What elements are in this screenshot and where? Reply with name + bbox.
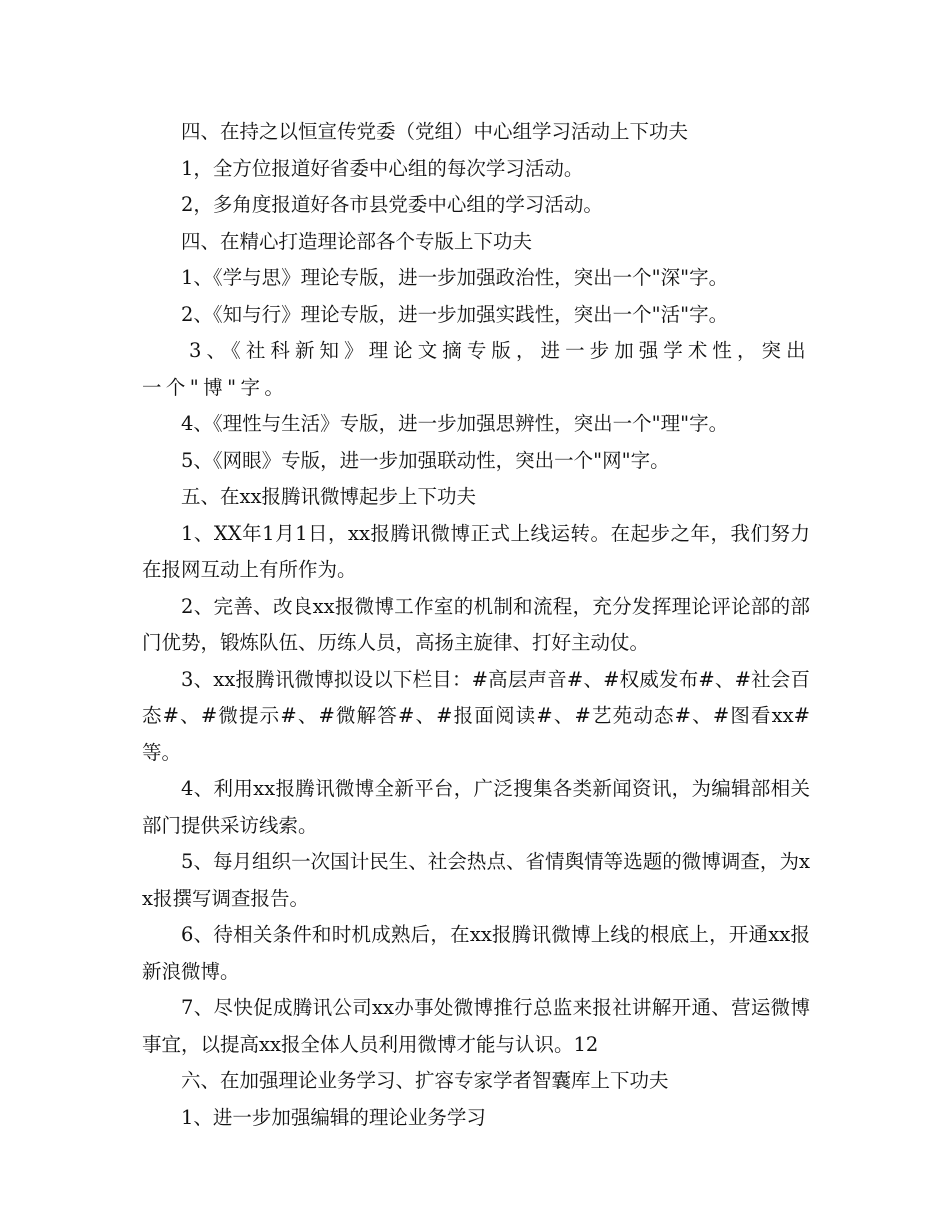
- list-item: 2，多角度报道好各市县党委中心组的学习活动。: [181, 193, 603, 216]
- list-item: 1、XX年1月1日，xx报腾讯微博正式上线运转。在起步之年，我们努力在报网互动上有所作为。: [142, 521, 810, 581]
- section-heading: 六、在加强理论业务学习、扩容专家学者智囊库上下功夫: [181, 1069, 669, 1092]
- list-item: 4、《理性与生活》专版，进一步加强思辨性，突出一个"理"字。: [181, 412, 729, 435]
- list-item: 1、进一步加强编辑的理论业务学习: [181, 1105, 486, 1129]
- list-item: 2、《知与行》理论专版，进一步加强实践性，突出一个"活"字。: [181, 302, 729, 326]
- section-heading: 四、在精心打造理论部各个专版上下功夫: [181, 229, 533, 253]
- section-heading: 五、在xx报腾讯微博起步上下功夫: [181, 485, 476, 508]
- list-item: 1，全方位报道好省委中心组的每次学习活动。: [181, 156, 584, 180]
- list-item: 4、利用xx报腾讯微博全新平台，广泛搜集各类新闻资讯，为编辑部相关部门提供采访线索。: [142, 777, 810, 837]
- list-item: 6、待相关条件和时机成熟后，在xx报腾讯微博上线的根底上，开通xx报新浪微博。: [142, 923, 810, 983]
- list-item: 5、《网眼》专版，进一步加强联动性，突出一个"网"字。: [181, 448, 670, 472]
- list-item: 3、xx报腾讯微博拟设以下栏目：#高层声音#、#权威发布#、#社会百态#、#微提示#、#微解答#、#报面阅读#、#艺苑动态#、#图看xx#等。: [142, 667, 810, 764]
- list-item: 1、《学与思》理论专版，进一步加强政治性，突出一个"深"字。: [181, 266, 729, 289]
- document-body: [142, 114, 810, 1136]
- list-item: 7、尽快促成腾讯公司xx办事处微博推行总监来报社讲解开通、营运微博事宜，以提高xx报全体人员利用微博才能与认识。12: [142, 996, 810, 1056]
- section-heading: 四、在持之以恒宣传党委（党组）中心组学习活动上下功夫: [181, 120, 689, 143]
- list-item: 5、每月组织一次国计民生、社会热点、省情舆情等选题的微博调查，为xx报撰写调查报告。: [142, 850, 810, 910]
- list-item: 3、《社科新知》理论文摘专版，进一步加强学术性，突出一个"博"字。: [142, 339, 810, 399]
- list-item: 2、完善、改良xx报微博工作室的机制和流程，充分发挥理论评论部的部门优势，锻炼队伍、历练人员，高扬主旋律、打好主动仗。: [142, 594, 810, 654]
